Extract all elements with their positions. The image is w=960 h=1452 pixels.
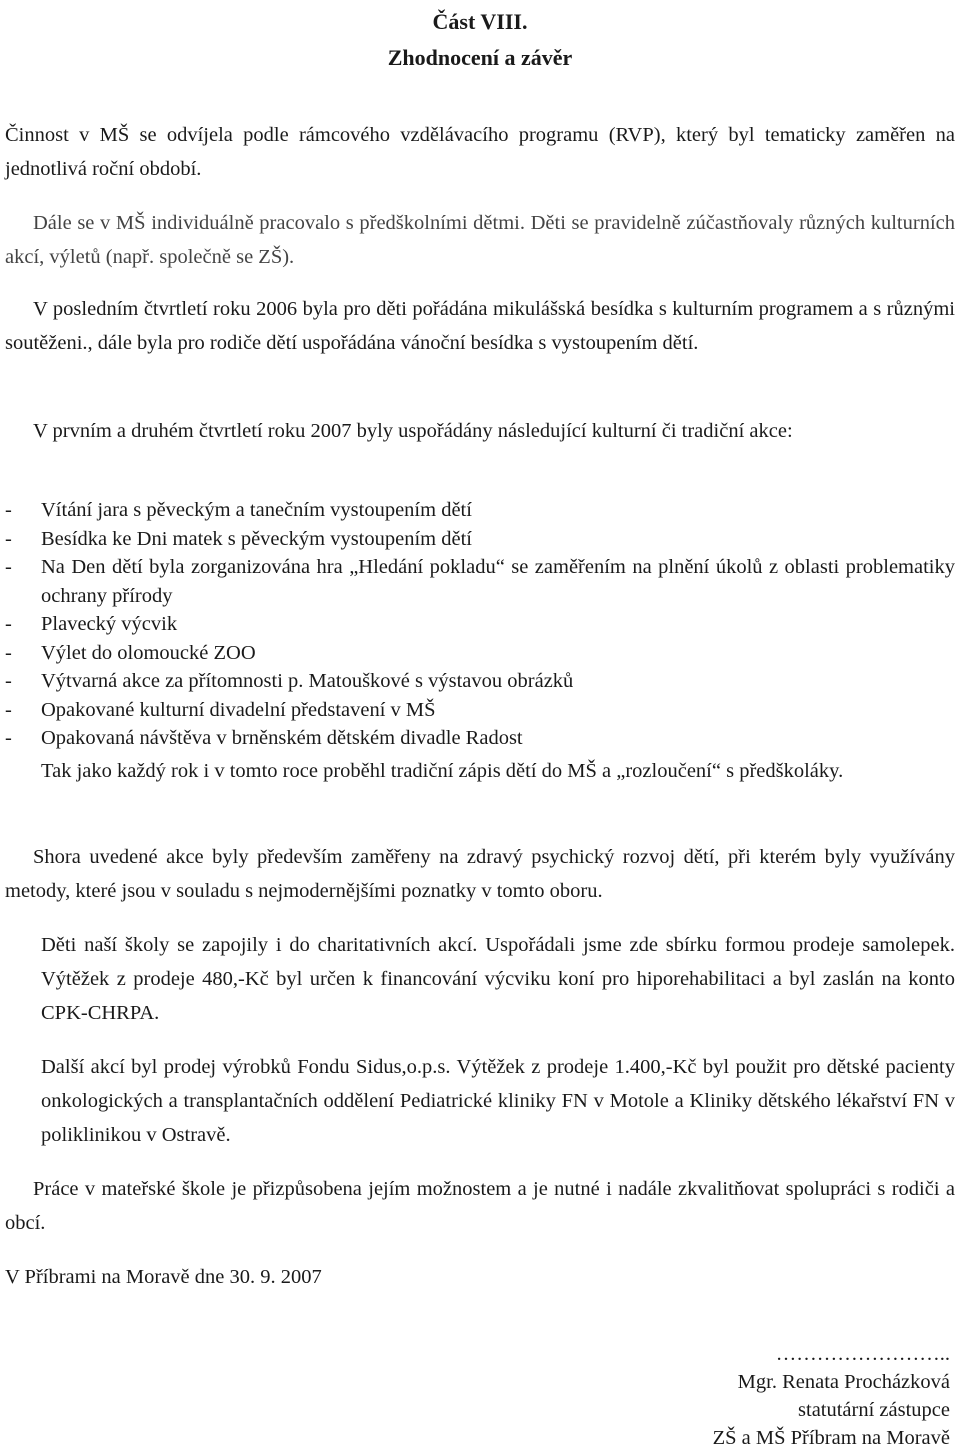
paragraph-individual-work: Dále se v MŠ individuálně pracovalo s předškolními dětmi. Děti se pravidelně zúčastňovaly různých kulturních akcí, výletů (např. společně se ZŠ). xyxy=(5,212,955,268)
paragraph-conclusion: Práce v mateřské škole je přizpůsobena jejím možnostem a je nutné i nadále zkvalitňovat spolupráci s rodiči a obcí. xyxy=(5,1178,955,1234)
list-item: - Besídka ke Dni matek s pěveckým vystoupením dětí xyxy=(5,527,472,550)
signature-block xyxy=(713,1340,950,1452)
list-item: - Plavecký výcvik xyxy=(5,613,178,635)
list-item: - Opakovaná návštěva v brněnském dětském divadle Radost xyxy=(5,727,523,749)
part-heading: Část VIII. xyxy=(432,9,528,34)
paragraph-charity: Děti naší školy se zapojily i do charitativních akcí. Uspořádali jsme zde sbírku formou prodeje samolepek. Výtěžek z prodeje 480,-Kč byl určen k financování výcviku koní pro hiporehabilitaci a byl zaslán na konto CPK-CHRPA. xyxy=(41,934,955,1024)
signer-role: statutární zástupce xyxy=(798,1399,950,1421)
event-list xyxy=(5,496,955,788)
list-item: - Opakované kulturní divadelní představení v MŠ xyxy=(5,698,436,721)
paragraph-2006-events: V posledním čtvrtletí roku 2006 byla pro děti pořádána mikulášská besídka s kulturním programem a s různými soutěženi., dále byla pro rodiče dětí uspořádána vánoční besídka s vystoupením dětí. xyxy=(5,298,955,354)
paragraph-methods: Shora uvedené akce byly především zaměřeny na zdravý psychický rozvoj dětí, při kterém byly využívány metody, které jsou v souladu s nejmodernějšími poznatky v tomto oboru. xyxy=(5,846,955,902)
paragraph-2007-intro: V prvním a druhém čtvrtletí roku 2007 byly uspořádány následující kulturní či tradiční akce: xyxy=(33,420,793,442)
signer-name: Mgr. Renata Procházková xyxy=(737,1371,950,1393)
section-title: Zhodnocení a závěr xyxy=(387,45,573,70)
place-and-date: V Příbrami na Moravě dne 30. 9. 2007 xyxy=(5,1266,322,1288)
signature-line: …………………….. xyxy=(775,1343,950,1365)
enrollment-note: Tak jako každý rok i v tomto roce proběhl tradiční zápis dětí do MŠ a „rozloučení“ s předškoláky. xyxy=(41,759,844,782)
paragraph-sidus: Další akcí byl prodej výrobků Fondu Sidus,o.p.s. Výtěžek z prodeje 1.400,-Kč byl použit pro dětské pacienty onkologických a transplantačních oddělení Pediatrické kliniky FN v Motole a Kliniky dětského lékařství FN v poliklinikou v Ostravě. xyxy=(41,1056,955,1146)
list-item: - Vítání jara s pěveckým a tanečním vystoupením dětí xyxy=(5,499,472,521)
list-item: - Výtvarná akce za přítomnosti p. Matouškové s výstavou obrázků xyxy=(5,670,574,692)
signer-organization: ZŠ a MŠ Příbram na Moravě xyxy=(712,1427,950,1449)
paragraph-activities: Činnost v MŠ se odvíjela podle rámcového vzdělávacího programu (RVP), který byl tematicky zaměřen na jednotlivá roční období. xyxy=(5,124,955,180)
list-item: - Výlet do olomoucké ZOO xyxy=(5,641,256,664)
list-item: - Na Den dětí byla zorganizována hra „Hledání pokladu“ se zaměřením na plnění úkolů z oblasti problematiky ochrany přírody xyxy=(5,556,955,607)
